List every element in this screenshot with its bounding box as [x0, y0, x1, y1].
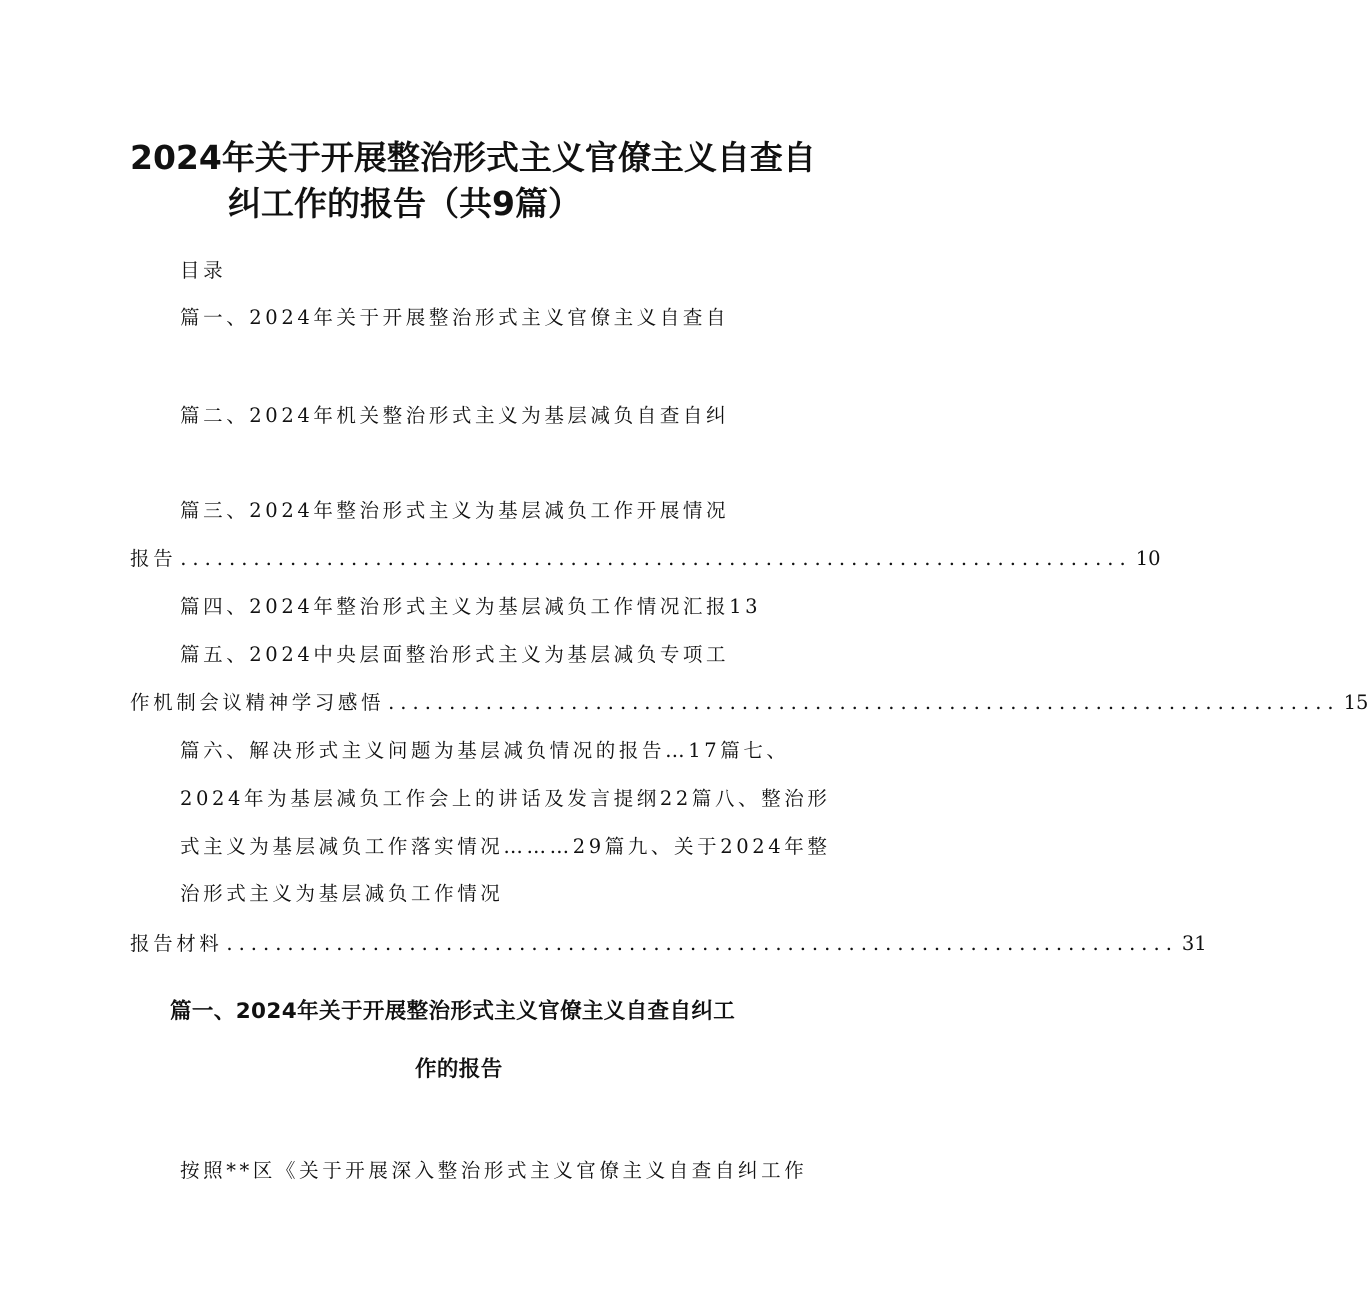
body-paragraph-first-line: 按照**区《关于开展深入整治形式主义官僚主义自查自纠工作 [180, 1159, 808, 1182]
toc-item-5-text: 作机制会议精神学习感悟 [130, 691, 385, 714]
section-1-title-line-2: 作的报告 [415, 1057, 503, 1082]
toc-item-6-line-2: 2024年为基层减负工作会上的讲话及发言提纲22篇八、整治形 [180, 787, 831, 810]
toc-dot-leader: .............................................................................. [388, 691, 1340, 714]
toc-heading: 目录 [180, 259, 227, 282]
toc-dot-leader: .............................................................................. [226, 932, 1178, 955]
toc-item-6-line-1: 篇六、解决形式主义问题为基层减负情况的报告…17篇七、 [180, 739, 790, 762]
toc-item-3-line-2 [130, 543, 1161, 571]
toc-item-3-text: 报告 [130, 547, 177, 570]
toc-dot-leader: .............................................................................. [180, 547, 1132, 570]
toc-page-number: 31 [1181, 932, 1207, 955]
toc-item-1: 篇一、2024年关于开展整治形式主义官僚主义自查自 [180, 306, 730, 329]
toc-item-6-line-4: 治形式主义为基层减负工作情况 [180, 882, 504, 905]
document-title-line-1: 2024年关于开展整治形式主义官僚主义自查自 [130, 138, 816, 177]
toc-item-6-line-3: 式主义为基层减负工作落实情况………29篇九、关于2024年整 [180, 835, 831, 858]
toc-item-2: 篇二、2024年机关整治形式主义为基层减负自查自纠 [180, 404, 730, 427]
toc-page-number: 10 [1135, 547, 1161, 570]
section-1-title-line-1: 篇一、2024年关于开展整治形式主义官僚主义自查自纠工 [170, 999, 736, 1024]
toc-item-9-text: 报告材料 [130, 932, 223, 955]
document-title-line-2: 纠工作的报告（共9篇） [228, 184, 581, 223]
toc-item-5-line-2 [130, 687, 1368, 715]
toc-item-5-line-1: 篇五、2024中央层面整治形式主义为基层减负专项工 [180, 643, 730, 666]
toc-item-9-line-2 [130, 928, 1207, 956]
toc-page-number: 15 [1343, 691, 1368, 714]
toc-item-4: 篇四、2024年整治形式主义为基层减负工作情况汇报13 [180, 595, 762, 618]
toc-item-3-line-1: 篇三、2024年整治形式主义为基层减负工作开展情况 [180, 499, 730, 522]
